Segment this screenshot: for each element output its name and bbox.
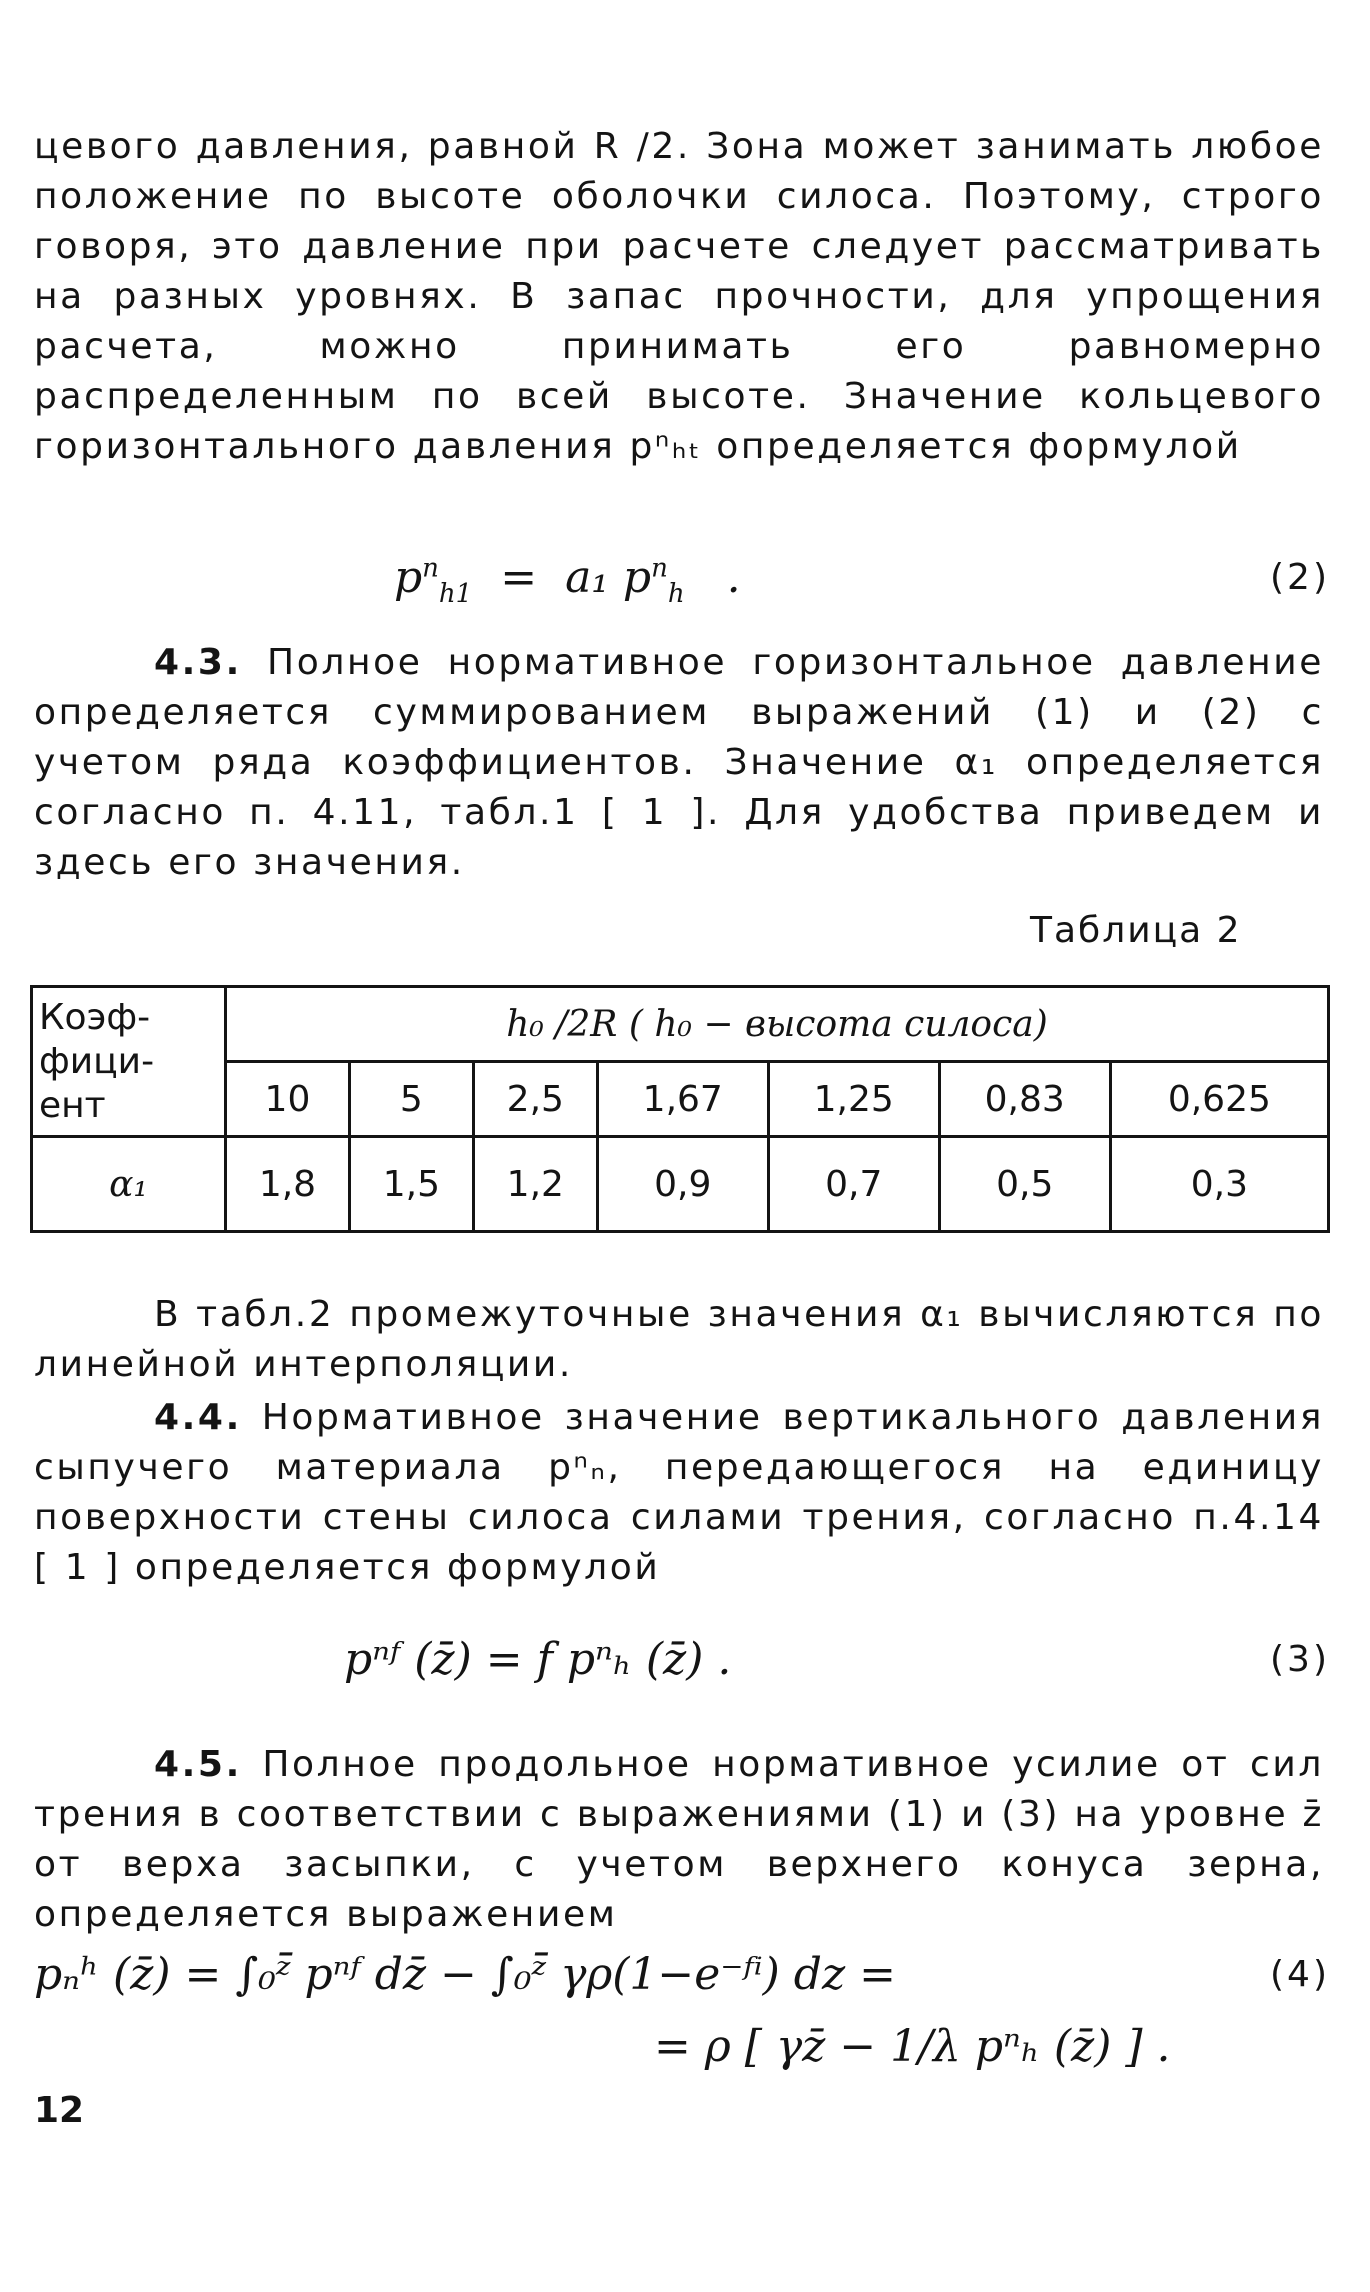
h-value-cell: 2,5 <box>473 1062 597 1137</box>
formula-3 <box>34 1630 1330 1700</box>
coef-label-cell: α₁ <box>32 1137 226 1232</box>
equation-number-2: (2) <box>1270 557 1330 598</box>
section-number-4-3: 4.3. <box>154 642 242 683</box>
formula-2-body: $p^n_{h1} = a_1$ $p^n_h$ . <box>394 552 741 609</box>
h-value-cell: 0,625 <box>1110 1062 1328 1137</box>
paragraph-4-text: Нормативное значение вертикального давления сыпучего материала pⁿₙ, передающегося на единицу поверхности стены силоса силами трения, согласно п.4.14 [ 1 ] определяется формулой <box>34 1397 1324 1588</box>
row-header-cell: Коэф- фици- ент <box>32 987 226 1137</box>
paragraph-3-text: В табл.2 промежуточные значения α₁ вычисляются по линейной интерполяции. <box>34 1294 1324 1385</box>
paragraph-2-text: Полное нормативное горизонтальное давление определяется суммированием выражений (1) и (2) с учетом ряда коэффициентов. Значение α₁ определяется согласно п. 4.11, табл.1 [ 1 ]. Для удобства приведем и здесь его значения. <box>34 642 1325 883</box>
coef-value-cell: 0,3 <box>1110 1137 1328 1232</box>
coef-value-cell: 0,5 <box>939 1137 1110 1232</box>
h-value-cell: 1,25 <box>768 1062 939 1137</box>
h-value-cell: 10 <box>226 1062 350 1137</box>
section-number-4-4: 4.4. <box>154 1397 242 1438</box>
equation-number-3: (3) <box>1270 1639 1330 1680</box>
coef-value-cell: 1,5 <box>349 1137 473 1232</box>
equation-number-4: (4) <box>1270 1954 1330 1995</box>
coef-value-cell: 0,9 <box>597 1137 768 1232</box>
formula-2 <box>34 548 1330 618</box>
paragraph-1 <box>34 122 1324 472</box>
h-value-cell: 1,67 <box>597 1062 768 1137</box>
paragraph-4 <box>34 1393 1324 1593</box>
paragraph-1-text: цевого давления, равной R /2. Зона может занимать любое положение по высоте оболочки силоса. Поэтому, строго говоря, это давление при расчете следует рассматривать на разных уровнях. В запас прочности, для упрощения расчета, можно принимать его равномерно распределенным по всей высоте. Значение кольцевого горизонтального давления pⁿₕₜ определяется формулой <box>34 126 1324 467</box>
coef-value-cell: 1,8 <box>226 1137 350 1232</box>
h-value-cell: 5 <box>349 1062 473 1137</box>
coef-value-cell: 0,7 <box>768 1137 939 1232</box>
formula-4 <box>34 1945 1330 2085</box>
coef-value-cell: 1,2 <box>473 1137 597 1232</box>
coefficient-table <box>30 985 1330 1233</box>
paragraph-3 <box>34 1290 1324 1390</box>
h-value-cell: 0,83 <box>939 1062 1110 1137</box>
paragraph-2 <box>34 638 1324 888</box>
span-header-cell: h₀ /2R ( h₀ − высота силоса) <box>226 987 1329 1062</box>
formula-4-line-2: = ρ [ γz̄ − 1/λ pⁿₕ (z̄) ] . <box>654 2021 1171 2072</box>
paragraph-5 <box>34 1740 1324 1940</box>
section-number-4-5: 4.5. <box>154 1744 242 1785</box>
formula-3-body: pⁿᶠ (z̄) = f pⁿₕ (z̄) . <box>344 1634 732 1685</box>
page-number: 12 <box>34 2090 85 2131</box>
paragraph-5-text: Полное продольное нормативное усилие от сил трения в соответствии с выражениями (1) и (3) на уровне z̄ от верха засыпки, с учетом верхнего конуса зерна, определяется выражением <box>34 1744 1324 1935</box>
formula-4-line-1: pₙʰ (z̄) = ∫₀ᶻ̄ pⁿᶠ dz̄ − ∫₀ᶻ̄ γρ(1−e⁻ᶠⁱ) dz = <box>34 1949 896 2000</box>
table-caption: Таблица 2 <box>1030 910 1242 951</box>
